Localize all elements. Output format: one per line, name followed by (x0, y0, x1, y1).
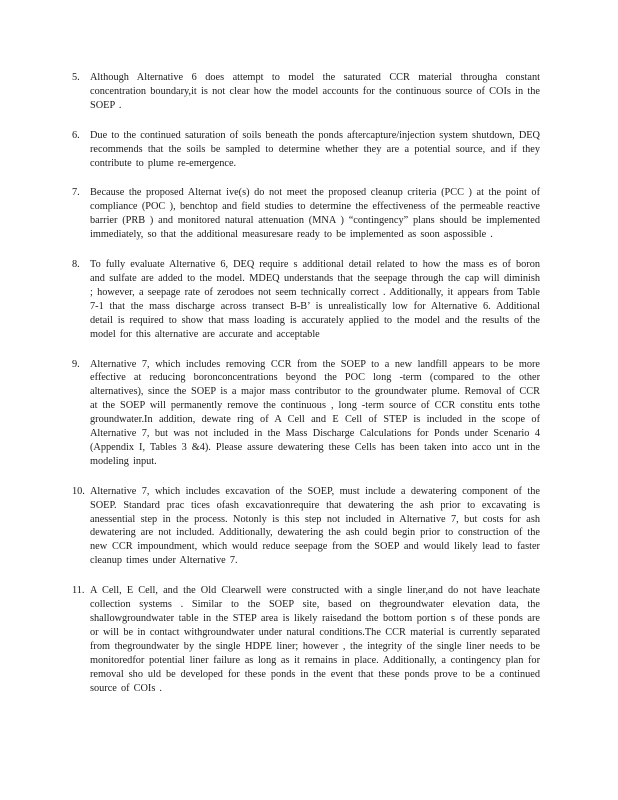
list-item (72, 71, 540, 113)
item-number: 8. (72, 259, 80, 271)
list-item (72, 584, 540, 695)
item-text: A Cell, E Cell, and the Old Clearwell were constructed with a single liner,and do not have leachate collection systems . Similar to the SOEP site, based on thegroundwater elevation data, the shallowgroundwater table in the STEP area is likely raisedand the bottom portion s of these ponds are or will be in contact withgroundwater under natural conditions.The CCR material is currently separated from thegroundwater by the single HDPE liner; however , the integrity of the single liner needs to be monitoredfor potential liner failure as long as it remains in place. Additionally, a contingency plan for removal sho uld be developed for these ponds in the event that these ponds prove to be a continued source of COIs . (90, 585, 540, 694)
list-item (72, 485, 540, 568)
item-number: 7. (72, 187, 80, 199)
list-item (72, 358, 540, 469)
item-text: To fully evaluate Alternative 6, DEQ require s additional detail related to how the mass es of boron and sulfate are added to the model. MDEQ understands that the seepage through the cap will diminish ; however, a seepage rate of zerodoes not seem technically correct . Additionally, it appears from Table 7-1 that the mass discharge across transect B-B’ is unrealistically low for Alternative 6. Additional detail is required to show that mass loading is accurately applied to the model and the results of the model for this alternative are accurate and acceptable (90, 259, 540, 340)
item-number: 11. (72, 585, 85, 597)
list-item (72, 258, 540, 341)
item-text: Although Alternative 6 does attempt to model the saturated CCR material througha constant concentration boundary,it is not clear how the model accounts for the continuous source of COIs in the SOEP . (90, 72, 540, 111)
item-number: 10. (72, 485, 85, 497)
list-item (72, 129, 540, 171)
item-text: Due to the continued saturation of soils beneath the ponds aftercapture/injection system shutdown, DEQ recommends that the soils be sampled to determine whether they are a potential source, and if they contribute to plume re-emergence. (90, 129, 540, 169)
list-item (72, 186, 540, 242)
item-text: Alternative 7, which includes excavation of the SOEP, must include a dewatering component of the SOEP. Standard prac tices ofash excavationrequire that dewatering the ash prior to excavating is anessential step in the process. Notonly is this step not included in Alternative 7, but costs for ash dewatering are not included. Additionally, dewatering the ash could begin prior to construction of the new CCR impoundment, which would reduce seepage from the SOEP and would likely lead to faster cleanup times under Alternative 7. (90, 485, 540, 567)
item-text: Alternative 7, which includes removing CCR from the SOEP to a new landfill appears to be more effective at reducing boronconcentrations beyond the POC long -term (compared to the other alternatives), since the SOEP is a major mass contributor to the groundwater plume. Removal of CCR at the SOEP will permanently remove the continuous , long -term source of CCR constitu ents tothe groundwater.In addition, dewate ring of A Cell and E Cell of STEP is included in the scope of Alternative 7, but was not included in the Mass Discharge Calculations for Ponds under Scenario 4 (Appendix I, Tables 3 &4). Please assure dewatering these Cells has been taken into acco unt in the modeling input. (90, 358, 540, 467)
item-text: Because the proposed Alternat ive(s) do not meet the proposed cleanup criteria (PCC ) at the point of compliance (POC ), benchtop and field studies to determine the effectiveness of the permeable reactive barrier (PRB ) and monitored natural attenuation (MNA ) “contingency” plans should be implemented immediately, so that the additional measuresare ready to be implemented as soon aspossible . (90, 187, 540, 241)
item-number: 9. (72, 358, 80, 370)
comment-list (72, 71, 540, 711)
item-number: 6. (72, 129, 80, 141)
item-number: 5. (72, 72, 80, 83)
